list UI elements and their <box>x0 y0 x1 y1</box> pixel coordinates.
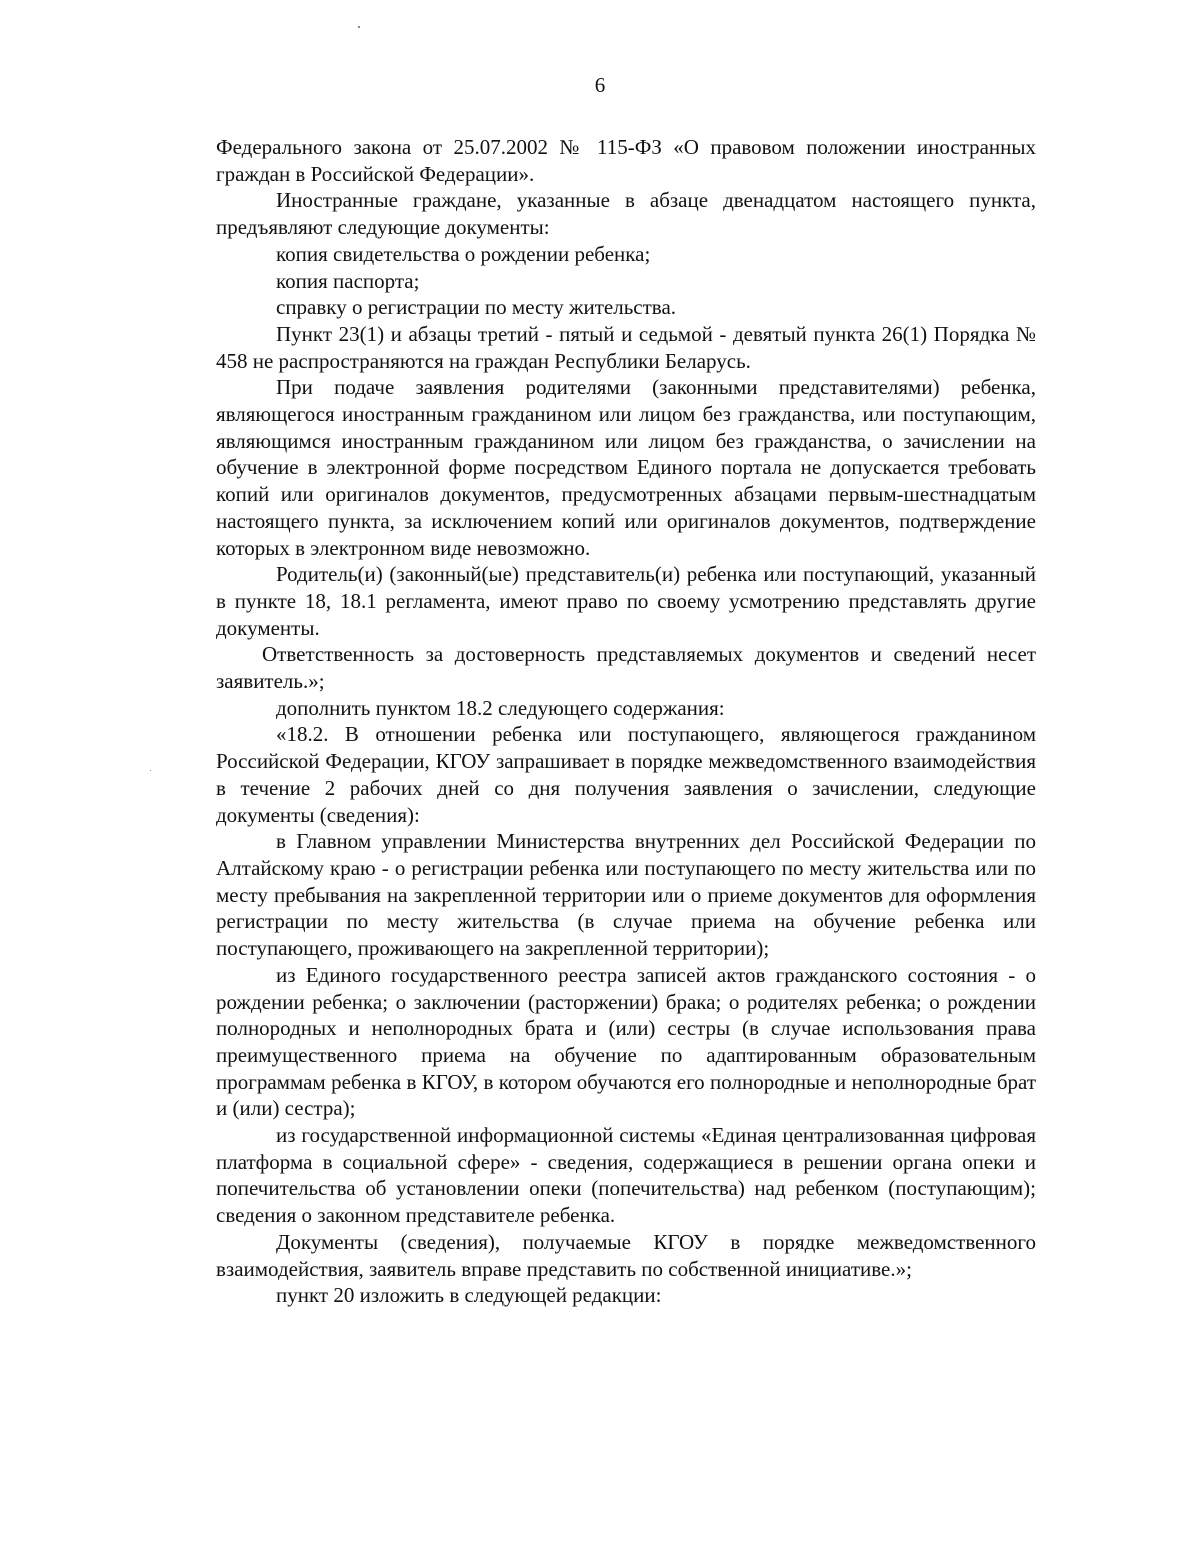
paragraph: Родитель(и) (законный(ые) представитель(и) ребенка или поступающий, указанный в пункте 18, 18.1 регламента, имеют право по своему усмотрению представлять другие документы. <box>216 562 1036 640</box>
paragraph: Федерального закона от 25.07.2002 № 115-ФЗ «О правовом положении иностранных граждан в Российской Федерации». <box>216 135 1036 186</box>
paragraph: дополнить пунктом 18.2 следующего содержания: <box>276 695 725 720</box>
document-body <box>216 134 1036 1309</box>
scan-speck <box>150 770 151 771</box>
paragraph: Документы (сведения), получаемые КГОУ в порядке межведомственного взаимодействия, заявитель вправе представить по собственной инициативе.»; <box>216 1229 1036 1281</box>
paragraph: Пункт 23(1) и абзацы третий - пятый и седьмой - девятый пункта 26(1) Порядка № 458 не распространяются на граждан Республики Беларусь. <box>216 321 1036 373</box>
paragraph: из государственной информационной системы «Единая централизованная цифровая платформа в социальной сфере» - сведения, содержащиеся в решении органа опеки и попечительства об установлении опеки (попечительства) над ребенком (поступающим); сведения о законном представителе ребенка. <box>216 1123 1036 1228</box>
paragraph: Иностранные граждане, указанные в абзаце двенадцатом настоящего пункта, предъявляют следующие документы: <box>216 188 1036 240</box>
scan-speck <box>358 26 360 28</box>
paragraph: в Главном управлении Министерства внутренних дел Российской Федерации по Алтайскому краю - о регистрации ребенка или поступающего по месту жительства или по месту пребывания на закрепленной территории или о приеме документов для оформления регистрации по месту жительства (в случае приема на обучение ребенка или поступающего, проживающего на закрепленной территории); <box>216 829 1036 961</box>
page-number: 6 <box>594 73 606 97</box>
paragraph: «18.2. В отношении ребенка или поступающего, являющегося гражданином Российской Федерации, КГОУ запрашивает в порядке межведомственного взаимодействия в течение 2 рабочих дней со дня получения заявления о зачислении, следующие документы (сведения): <box>216 722 1036 827</box>
list-item: справку о регистрации по месту жительства. <box>276 295 677 320</box>
paragraph: пункт 20 изложить в следующей редакции: <box>276 1283 662 1308</box>
paragraph: Ответственность за достоверность представляемых документов и сведений несет заявитель.»; <box>216 642 1036 694</box>
paragraph: из Единого государственного реестра записей актов гражданского состояния - о рождении ребенка; о заключении (расторжении) брака; о родителях ребенка; о рождении полнородных и неполнородных брата и (или) сестры (в случае использования права преимущественного приема на обучение по адаптированным образовательным программам ребенка в КГОУ, в котором обучаются его полнородные и неполнородные брат и (или) сестра); <box>216 962 1036 1121</box>
paragraph: При подаче заявления родителями (законными представителями) ребенка, являющегося иностранным гражданином или лицом без гражданства, или поступающим, являющимся иностранным гражданином или лицом без гражданства, о зачислении на обучение в электронной форме посредством Единого портала не допускается требовать копий или оригиналов документов, предусмотренных абзацами первым-шестнадцатым настоящего пункта, за исключением копий или оригиналов документов, подтверждение которых в электронном виде невозможно. <box>216 375 1036 560</box>
list-item: копия свидетельства о рождении ребенка; <box>276 241 651 266</box>
list-item: копия паспорта; <box>276 268 420 293</box>
